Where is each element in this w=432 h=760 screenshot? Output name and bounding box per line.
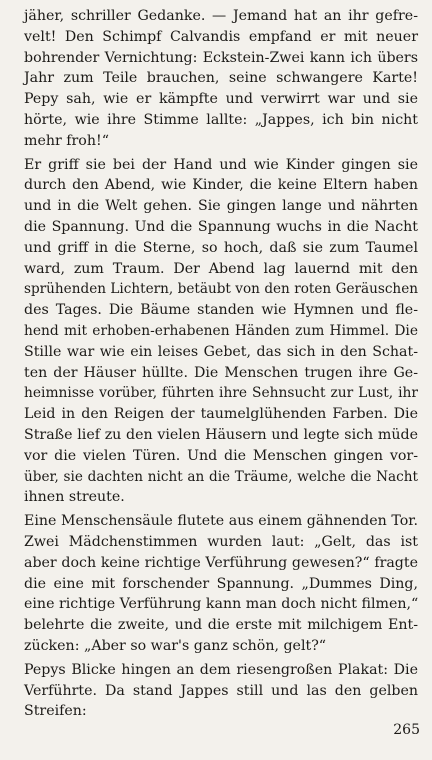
text-line: belehrte die zweite, und die erste mit milchigem Ent- xyxy=(24,617,418,634)
text-line: sprühenden Lichtern, betäubt von den roten Geräuschen xyxy=(24,281,418,298)
text-line: heimnisse vorüber, führten ihre Sehnsucht zur Lust, ihr xyxy=(24,385,418,402)
text-line: mehr froh!“ xyxy=(24,132,109,149)
text-line: Eine Menschensäule flutete aus einem gähnenden Tor. xyxy=(24,513,418,530)
text-line: Straße lief zu den vielen Häusern und legte sich müde xyxy=(24,426,418,443)
text-line: Pepys Blicke hingen an dem riesengroßen Plakat: Die xyxy=(24,661,418,678)
body-text xyxy=(24,6,418,722)
text-line: zücken: „Aber so war's ganz schön, gelt?“ xyxy=(24,637,327,654)
text-line: ten der Häuser hüllte. Die Menschen trugen ihre Ge- xyxy=(24,364,418,381)
text-line: hörte, wie ihre Stimme lallte: „Jappes, ich bin nicht xyxy=(24,111,418,128)
text-line: eine richtige Verführung kann man doch nicht filmen,“ xyxy=(24,596,419,613)
text-line: durch den Abend, wie Kinder, die keine Eltern haben xyxy=(24,177,418,194)
text-line: Er griff sie bei der Hand und wie Kinder gingen sie xyxy=(24,156,418,173)
text-line: des Tages. Die Bäume standen wie Hymnen und fle- xyxy=(24,302,418,319)
text-line: jäher, schriller Gedanke. — Jemand hat an ihr gefre- xyxy=(24,8,418,24)
text-line: und griff in die Sterne, so hoch, daß sie zum Taumel xyxy=(24,239,418,256)
text-line: Stille war wie ein leises Gebet, das sich in den Schat- xyxy=(24,343,418,360)
text-line: ward, zum Traum. Der Abend lag lauernd mit den xyxy=(24,260,418,277)
text-line: Streifen: xyxy=(24,703,87,720)
text-line: und in die Welt gehen. Sie gingen lange und nährten xyxy=(24,198,418,215)
text-line: ihnen streute. xyxy=(24,489,125,506)
text-line: die eine mit forschender Spannung. „Dummes Ding, xyxy=(24,575,418,592)
paragraph-4 xyxy=(24,660,418,722)
text-line: vor die vielen Türen. Und die Menschen gingen vor- xyxy=(24,447,418,464)
text-line: Jahr zum Teile brauchen, seine schwangere Karte! xyxy=(24,70,418,87)
text-line: aber doch keine richtige Verführung gewesen?“ fragte xyxy=(24,554,418,571)
paragraph-2 xyxy=(24,155,418,509)
text-line: über, sie dachten nicht an die Träume, welche die Nacht xyxy=(24,468,418,485)
text-line: die Spannung. Und die Spannung wuchs in die Nacht xyxy=(24,218,418,235)
text-line: Verführte. Da stand Jappes still und las den gelben xyxy=(24,682,418,699)
text-line: Pepy sah, wie er kämpfte und verwirrt war und sie xyxy=(24,91,418,108)
paragraph-1 xyxy=(24,6,418,152)
text-line: hend mit erhoben-erhabenen Händen zum Himmel. Die xyxy=(24,322,418,339)
text-line: Zwei Mädchenstimmen wurden laut: „Gelt, das ist xyxy=(24,533,418,550)
page-number: 265 xyxy=(393,722,420,738)
paragraph-3 xyxy=(24,511,418,657)
text-line: Leid in den Reigen der taumelglühenden Farben. Die xyxy=(24,406,418,423)
text-line: velt! Den Schimpf Calvandis empfand er mit neuer xyxy=(24,28,418,45)
text-line: bohrender Vernichtung: Eckstein-Zwei kann ich übers xyxy=(24,49,418,66)
